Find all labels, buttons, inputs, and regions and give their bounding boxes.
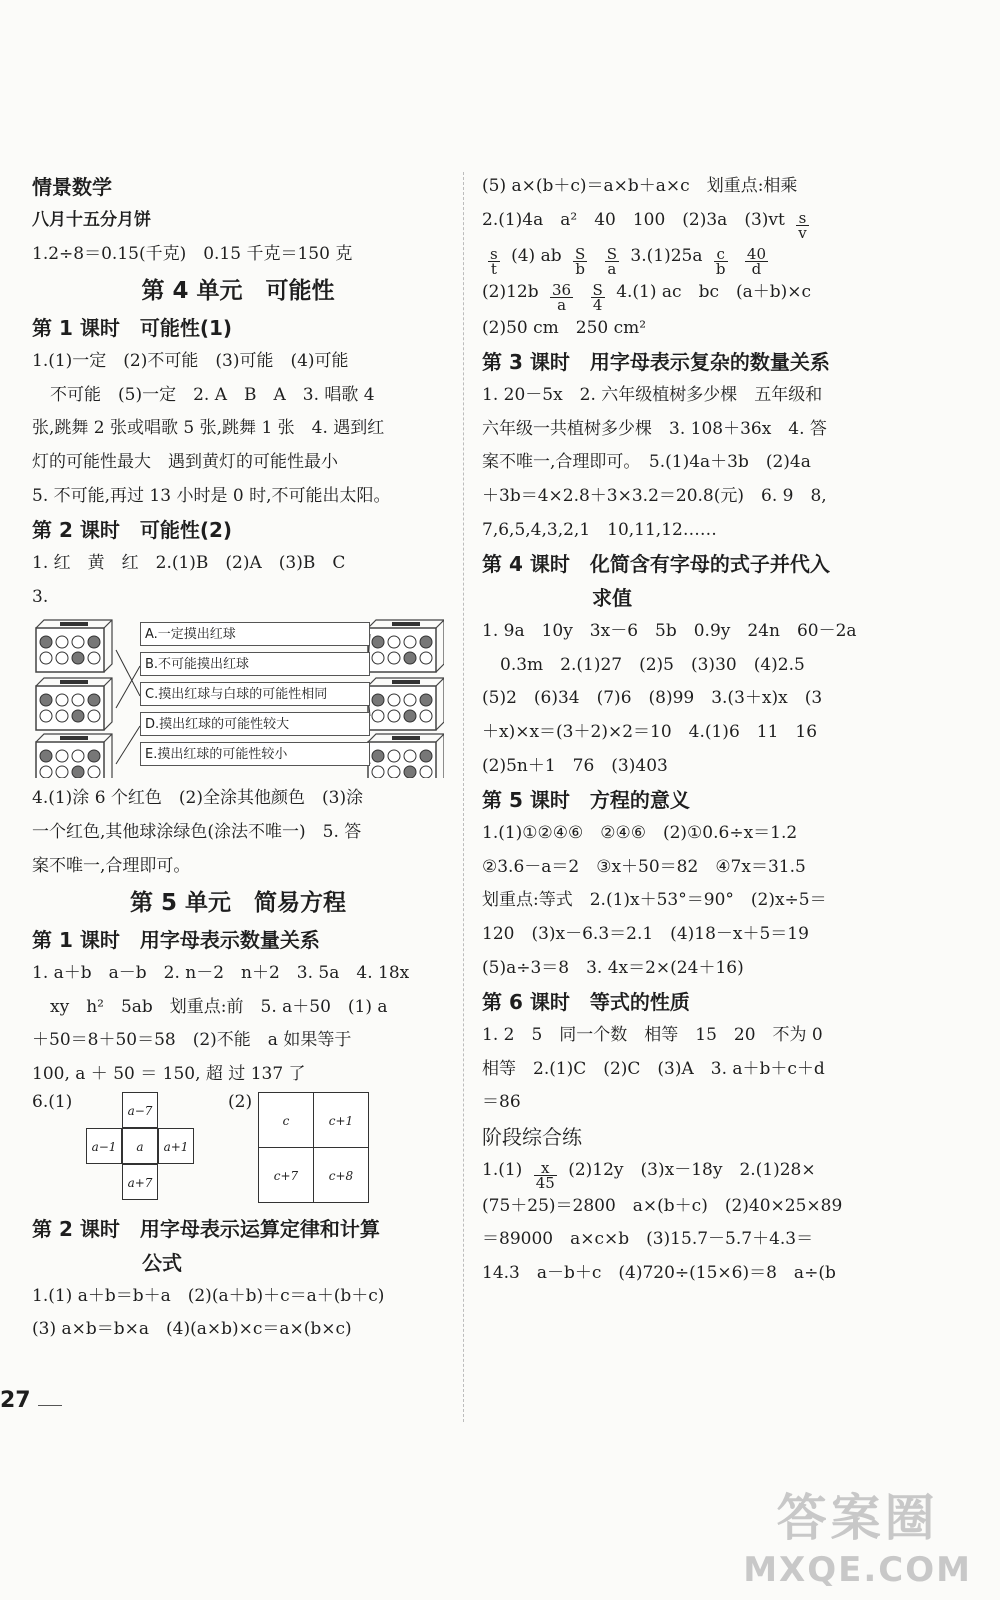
numerator: S (606, 244, 617, 263)
answer-text: (2)12b (482, 281, 539, 302)
answer-line: 1. 2 5 同一个数 相等 15 20 不为 0 (482, 1025, 823, 1046)
cell-c-plus-8: c+8 (313, 1147, 369, 1203)
answer-line: 120 (3)x－6.3＝2.1 (4)18－x＋5＝19 (482, 923, 809, 944)
ball-box-left-3 (36, 734, 112, 778)
answer-line: 灯的可能性最大 遇到黄灯的可能性最小 (32, 451, 338, 472)
denominator: 4 (592, 295, 603, 314)
answer-label: (2) (228, 1091, 253, 1112)
option-c: C.摸出红球与白球的可能性相同 (140, 682, 370, 706)
cell-a: a (122, 1128, 158, 1164)
cell-a-plus-1: a+1 (158, 1128, 194, 1164)
ball-box-left-1 (36, 620, 112, 672)
answer-line: 案不唯一,合理即可。 5.(1)4a＋3b (2)4a (482, 452, 811, 473)
ball-box-right-1 (368, 620, 444, 672)
denominator: t (490, 259, 497, 278)
fraction-S-4 (591, 280, 605, 314)
watermark-url: MXQE.COM (743, 1550, 972, 1590)
fraction-40-d (745, 244, 768, 278)
answer-line: 六年级一共植树多少棵 3. 108＋36x 4. 答 (482, 418, 827, 439)
answer-text: (2)12y (3)x－18y 2.(1)28× (568, 1159, 816, 1180)
answer-line (482, 240, 912, 276)
answer-line: 1. 红 黄 红 2.(1)B (2)A (3)B C (32, 553, 346, 574)
unit-heading: 第 4 单元 可能性 (141, 278, 335, 305)
answer-text: 1.(1) (482, 1159, 523, 1180)
answer-line: 1. 20－5x 2. 六年级植树多少棵 五年级和 (482, 385, 823, 406)
answer-line: (2)50 cm 250 cm² (482, 317, 647, 338)
answer-line (482, 1154, 912, 1190)
answer-line: (2)5n＋1 76 (3)403 (482, 755, 668, 776)
option-d: D.摸出红球的可能性较大 (140, 712, 370, 736)
answer-line: 1.(1)一定 (2)不可能 (3)可能 (4)可能 (32, 351, 349, 372)
fraction-c-b (714, 244, 728, 278)
denominator: d (751, 259, 762, 278)
fraction-x-45 (534, 1158, 557, 1192)
denominator: v (798, 223, 807, 242)
answer-line: 1.(1)①②④⑥ ②④⑥ (2)①0.6÷x＝1.2 (482, 823, 798, 844)
fraction-S-a (605, 244, 619, 278)
answer-text: (4) ab (511, 245, 562, 266)
numerator: S (575, 244, 586, 263)
answer-line: 100, a ＋ 50 ＝ 150, 超 过 137 了 (32, 1063, 306, 1084)
answer-line: 不可能 (5)一定 2. A B A 3. 唱歌 4 (50, 384, 375, 405)
answer-line: 5. 不可能,再过 13 小时是 0 时,不可能出太阳。 (32, 485, 391, 506)
lesson-heading: 第 5 课时 方程的意义 (482, 788, 690, 813)
lesson-heading: 第 1 课时 可能性(1) (32, 316, 233, 341)
option-a: A.一定摸出红球 (140, 622, 370, 646)
lesson-heading: 第 6 课时 等式的性质 (482, 990, 690, 1015)
fraction-s-v (796, 208, 808, 242)
answer-line: ＝89000 a×c×b (3)15.7－5.7＋4.3＝ (482, 1229, 814, 1250)
answer-line: 3. (32, 586, 49, 607)
numerator: S (592, 280, 603, 299)
denominator: 45 (535, 1173, 555, 1192)
answer-text: 4.(1) ac bc (a＋b)×c (616, 281, 812, 302)
option-e: E.摸出红球的可能性较小 (140, 742, 370, 766)
answer-line: ＝86 (482, 1092, 521, 1113)
fraction-S-b (573, 244, 587, 278)
lesson-heading: 第 3 课时 用字母表示复杂的数量关系 (482, 350, 830, 375)
lesson-heading: 第 1 课时 用字母表示数量关系 (32, 928, 320, 953)
answer-line: ＋3b＝4×2.8＋3×3.2＝20.8(元) 6. 9 8, (482, 485, 827, 506)
answer-line: ＋x)×x＝(3＋2)×2＝10 4.(1)6 11 16 (482, 721, 818, 742)
answer-line: 14.3 a－b＋c (4)720÷(15×6)＝8 a÷(b (482, 1263, 836, 1284)
answer-line (482, 204, 912, 240)
matching-figure (32, 616, 444, 778)
answer-label: 6.(1) (32, 1091, 73, 1112)
unit-heading: 第 5 单元 简易方程 (129, 890, 347, 917)
answer-line: (5)a÷3＝8 3. 4x＝2×(24＋16) (482, 957, 744, 978)
left-column (32, 170, 444, 1347)
ball-box-right-2 (368, 678, 444, 730)
cell-a-plus-7: a+7 (122, 1164, 158, 1200)
answer-text: 2.(1)4a a² 40 100 (2)3a (3)vt (482, 209, 785, 230)
ball-box-left-2 (36, 678, 112, 730)
match-line (116, 726, 140, 764)
answer-line: 划重点:等式 2.(1)x＋53°＝90° (2)x÷5＝ (482, 890, 827, 911)
numerator: s (490, 244, 498, 263)
numerator: c (714, 247, 728, 262)
fraction-s-t (488, 244, 500, 278)
section-heading: 阶段综合练 (482, 1124, 582, 1149)
lesson-heading-cont: 求值 (592, 586, 632, 611)
numerator: 40 (746, 244, 766, 263)
lesson-heading: 第 2 课时 用字母表示运算定律和计算 (32, 1216, 380, 1241)
denominator: a (607, 259, 617, 278)
answer-line: 0.3m 2.(1)27 (2)5 (3)30 (4)2.5 (500, 654, 805, 675)
numerator: 36 (552, 280, 572, 299)
scene-title: 八月十五分月饼 (32, 210, 151, 230)
answer-line: 1. 9a 10y 3x－6 5b 0.9y 24n 60－2a (482, 621, 857, 642)
answer-line (482, 276, 912, 312)
numerator: s (796, 211, 808, 226)
answer-line: ②3.6－a＝2 ③x＋50＝82 ④7x＝31.5 (482, 856, 806, 877)
numerator: x (534, 1161, 557, 1176)
cell-a-minus-7: a−7 (122, 1092, 158, 1128)
cell-c-plus-1: c+1 (313, 1092, 369, 1148)
ball-box-right-3 (368, 734, 444, 778)
answer-line: 7,6,5,4,3,2,1 10,11,12…… (482, 519, 717, 540)
answer-line: 案不唯一,合理即可。 (32, 855, 191, 876)
watermark-title: 答案圈 (776, 1489, 939, 1547)
answer-line: xy h² 5ab 划重点:前 5. a＋50 (1) a (50, 996, 388, 1017)
answer-line: 1. a＋b a－b 2. n－2 n＋2 3. 5a 4. 18x (32, 963, 410, 984)
cell-a-minus-1: a−1 (86, 1128, 122, 1164)
watermark (743, 1478, 972, 1590)
page-number: 27 (0, 1388, 31, 1413)
answer-line: 1.2÷8＝0.15(千克) 0.15 千克＝150 克 (32, 243, 353, 264)
cell-c-plus-7: c+7 (258, 1147, 314, 1203)
cell-c: c (258, 1092, 314, 1148)
answer-line: (75＋25)＝2800 a×(b＋c) (2)40×25×89 (482, 1195, 843, 1216)
answer-line: (3) a×b＝b×a (4)(a×b)×c＝a×(b×c) (32, 1319, 352, 1340)
section-heading: 情景数学 (32, 175, 112, 199)
denominator: a (557, 295, 567, 314)
denominator: b (715, 259, 726, 278)
answer-line: 4.(1)涂 6 个红色 (2)全涂其他颜色 (3)涂 (32, 788, 364, 809)
answer-line: 1.(1) a＋b＝b＋a (2)(a＋b)＋c＝a＋(b＋c) (32, 1285, 385, 1306)
lesson-heading: 第 4 课时 化简含有字母的式子并代入 (482, 552, 830, 577)
lesson-heading: 第 2 课时 可能性(2) (32, 518, 233, 543)
answer-line: 张,跳舞 2 张或唱歌 5 张,跳舞 1 张 4. 遇到红 (32, 418, 385, 439)
answer-line: (5)2 (6)34 (7)6 (8)99 3.(3＋x)x (3 (482, 688, 823, 709)
option-b: B.不可能摸出红球 (140, 652, 370, 676)
answer-line: (5) a×(b＋c)＝a×b＋a×c 划重点:相乘 (482, 176, 798, 196)
answer-line: 相等 2.(1)C (2)C (3)A 3. a＋b＋c＋d (482, 1058, 825, 1079)
answer-line: 一个红色,其他球涂绿色(涂法不唯一) 5. 答 (32, 821, 362, 842)
answer-line: ＋50＝8＋50＝58 (2)不能 a 如果等于 (32, 1030, 352, 1051)
page-number-rule (38, 1405, 62, 1406)
fraction-36-a (550, 280, 573, 314)
lesson-heading-cont: 公式 (142, 1250, 182, 1275)
denominator: b (575, 259, 585, 278)
grid-figure (32, 1092, 444, 1212)
column-divider (463, 172, 464, 1422)
right-column (482, 170, 912, 1291)
answer-text: 3.(1)25a (630, 245, 703, 266)
